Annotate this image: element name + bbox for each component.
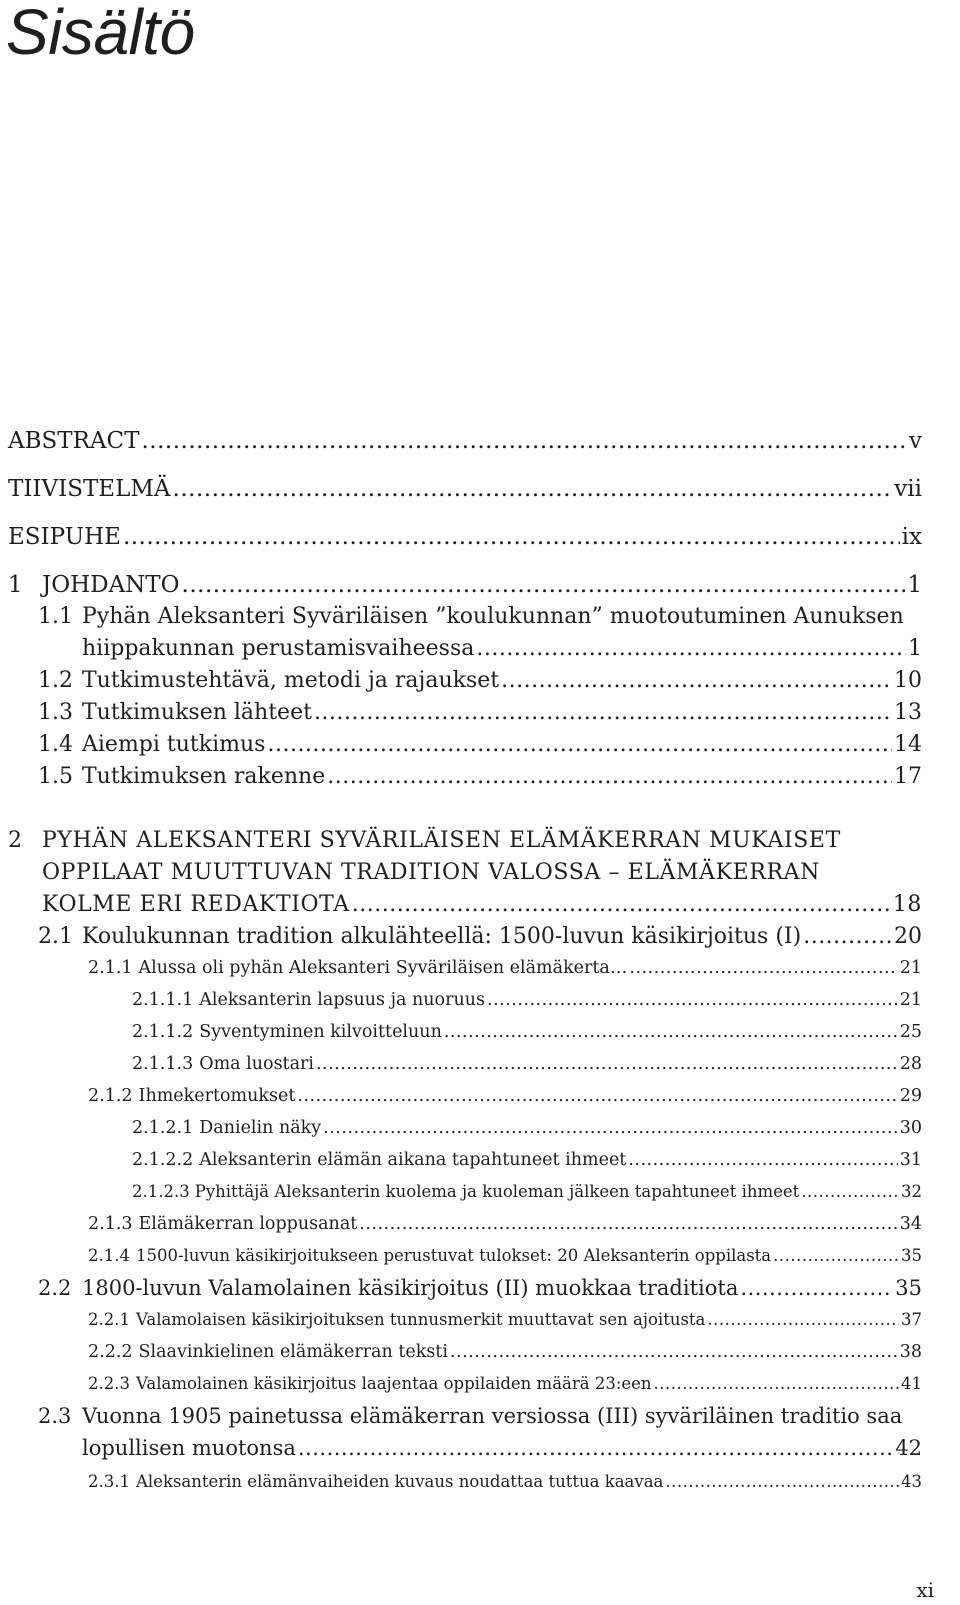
toc-entry-1-3[interactable] bbox=[38, 700, 922, 725]
toc-entry-title: PYHÄN ALEKSANTERI SYVÄRILÄISEN ELÄMÄKERRAN MUKAISET bbox=[42, 828, 841, 853]
leader-dots bbox=[487, 990, 898, 1010]
toc-entry-number: 2.1.1.2 bbox=[132, 1022, 194, 1042]
toc-entry-page: 31 bbox=[899, 1150, 922, 1170]
toc-entry-number: 1.4 bbox=[38, 732, 73, 757]
leader-dots bbox=[141, 428, 907, 454]
toc-entry-number: 2.1.1 bbox=[88, 958, 133, 978]
toc-entry-page: 25 bbox=[899, 1022, 922, 1042]
toc-entry-title: TIIVISTELMÄ bbox=[8, 476, 171, 502]
toc-entry-number: 2 bbox=[8, 828, 23, 853]
toc-entry-page: 13 bbox=[894, 700, 922, 725]
toc-entry-page: 29 bbox=[899, 1086, 922, 1106]
toc-entry-title: Ihmekertomukset bbox=[138, 1086, 296, 1106]
toc-entry-number: 2.2.3 bbox=[88, 1374, 130, 1393]
toc-entry-page: 42 bbox=[895, 1436, 922, 1460]
toc-entry-2-3-1[interactable] bbox=[88, 1472, 922, 1491]
toc-entry-page: 10 bbox=[894, 668, 922, 693]
toc-entry-2-1-1-3[interactable] bbox=[132, 1054, 922, 1074]
toc-entry-abstract[interactable] bbox=[8, 428, 922, 454]
toc-entry-title: Aleksanterin elämänvaiheiden kuvaus noudattaa tuttua kaavaa bbox=[135, 1472, 664, 1491]
toc-entry-page: 43 bbox=[901, 1472, 922, 1491]
toc-entry-number: 1.5 bbox=[38, 764, 73, 789]
toc-entry-title: Tutkimuksen rakenne bbox=[82, 764, 326, 789]
leader-dots bbox=[450, 1342, 898, 1362]
toc-entry-1-2[interactable] bbox=[38, 668, 922, 693]
toc-entry-title: Pyhän Aleksanteri Syväriläisen ”koulukunnan” muotoutuminen Aunuksen bbox=[82, 604, 904, 629]
toc-entry-chapter-2[interactable] bbox=[42, 892, 922, 917]
toc-entry-title: Tutkimuksen lähteet bbox=[82, 700, 312, 725]
toc-entry-number: 2.1.4 bbox=[88, 1246, 130, 1265]
toc-entry-number: 2.1.2 bbox=[88, 1086, 133, 1106]
toc-entry-number: 2.2.1 bbox=[88, 1310, 130, 1329]
leader-dots bbox=[314, 700, 892, 725]
toc-entry-2-3-line1[interactable] bbox=[38, 1404, 902, 1428]
leader-dots bbox=[327, 764, 892, 789]
toc-entry-page: 20 bbox=[894, 924, 922, 949]
toc-entry-title: 1500-luvun käsikirjoitukseen perustuvat tulokset: 20 Aleksanterin oppilasta bbox=[135, 1246, 772, 1265]
toc-entry-title: Alussa oli pyhän Aleksanteri Syväriläisen elämäkerta… bbox=[138, 958, 628, 978]
leader-dots bbox=[740, 1276, 893, 1300]
leader-dots bbox=[803, 924, 892, 949]
toc-entry-title: Danielin näky bbox=[199, 1118, 322, 1138]
leader-dots bbox=[476, 636, 906, 661]
leader-dots bbox=[267, 732, 892, 757]
leader-dots bbox=[297, 1086, 897, 1106]
toc-entry-title: Oma luostari bbox=[199, 1054, 314, 1074]
page-title: Sisältö bbox=[6, 0, 195, 68]
toc-entry-number: 2.3 bbox=[38, 1404, 72, 1428]
leader-dots bbox=[173, 476, 893, 502]
toc-entry-2-3[interactable] bbox=[82, 1436, 922, 1460]
leader-dots bbox=[654, 1374, 899, 1393]
toc-entry-page: 14 bbox=[894, 732, 922, 757]
toc-entry-page: vii bbox=[894, 476, 922, 502]
leader-dots bbox=[359, 1214, 897, 1234]
toc-entry-2-1-4[interactable] bbox=[88, 1246, 922, 1265]
toc-entry-page: 34 bbox=[899, 1214, 922, 1234]
toc-entry-page: 41 bbox=[901, 1374, 922, 1393]
toc-entry-2-1-2-1[interactable] bbox=[132, 1118, 922, 1138]
toc-entry-page: 21 bbox=[899, 990, 922, 1010]
toc-entry-number: 1.2 bbox=[38, 668, 73, 693]
leader-dots bbox=[352, 892, 891, 917]
toc-entry-2-1-1-2[interactable] bbox=[132, 1022, 922, 1042]
toc-entry-title: Aiempi tutkimus bbox=[82, 732, 266, 757]
leader-dots bbox=[182, 572, 906, 598]
toc-entry-title: 1800-luvun Valamolainen käsikirjoitus (II) muokkaa traditiota bbox=[82, 1276, 739, 1300]
toc-entry-page: 1 bbox=[908, 636, 922, 661]
toc-entry-2-2-2[interactable] bbox=[88, 1342, 922, 1362]
toc-entry-page: 35 bbox=[895, 1276, 922, 1300]
toc-entry-title: Tutkimustehtävä, metodi ja rajaukset bbox=[82, 668, 500, 693]
toc-entry-title: Pyhittäjä Aleksanterin kuolema ja kuoleman jälkeen tapahtuneet ihmeet bbox=[194, 1182, 800, 1201]
toc-entry-title-cont: lopullisen muotonsa bbox=[82, 1436, 296, 1460]
toc-entry-title: Vuonna 1905 painetussa elämäkerran versiossa (III) syväriläinen traditio saa bbox=[82, 1404, 903, 1428]
toc-entry-number: 2.3.1 bbox=[88, 1472, 130, 1491]
toc-entry-number: 2.2.2 bbox=[88, 1342, 133, 1362]
toc-entry-number: 2.1.2.2 bbox=[132, 1150, 194, 1170]
toc-entry-1-5[interactable] bbox=[38, 764, 922, 789]
toc-entry-title: Elämäkerran loppusanat bbox=[138, 1214, 358, 1234]
toc-entry-title: Valamolainen käsikirjoitus laajentaa oppilaiden määrä 23:een bbox=[135, 1374, 652, 1393]
leader-dots bbox=[123, 524, 900, 550]
toc-entry-title-cont: KOLME ERI REDAKTIOTA bbox=[42, 892, 350, 917]
toc-entry-title: ESIPUHE bbox=[8, 524, 121, 550]
toc-entry-title: Aleksanterin lapsuus ja nuoruus bbox=[199, 990, 485, 1010]
toc-entry-2-1-2-3[interactable] bbox=[132, 1182, 922, 1201]
toc-entry-title: Aleksanterin elämän aikana tapahtuneet ihmeet bbox=[199, 1150, 627, 1170]
leader-dots bbox=[628, 1150, 897, 1170]
leader-dots bbox=[665, 1472, 899, 1491]
toc-entry-2-1-2-2[interactable] bbox=[132, 1150, 922, 1170]
toc-entry-title: ABSTRACT bbox=[8, 428, 140, 454]
toc-entry-page: ix bbox=[901, 524, 922, 550]
leader-dots bbox=[298, 1436, 893, 1460]
toc-entry-2-1-1[interactable] bbox=[88, 958, 922, 978]
toc-entry-chapter-2-line1[interactable] bbox=[8, 828, 841, 853]
toc-entry-2-2-3[interactable] bbox=[88, 1374, 922, 1393]
toc-entry-page: 1 bbox=[907, 572, 922, 598]
toc-entry-number: 2.1.2.3 bbox=[132, 1182, 190, 1201]
toc-entry-title: JOHDANTO bbox=[42, 572, 180, 598]
toc-entry-number: 2.1 bbox=[38, 924, 73, 949]
toc-entry-tiivistelma[interactable] bbox=[8, 476, 922, 502]
toc-entry-title-cont: OPPILAAT MUUTTUVAN TRADITION VALOSSA – ELÄMÄKERRAN bbox=[42, 860, 820, 885]
toc-entry-number: 2.1.2.1 bbox=[132, 1118, 194, 1138]
toc-entry-title-cont: hiippakunnan perustamisvaiheessa bbox=[82, 636, 475, 661]
toc-entry-number: 2.1.1.1 bbox=[132, 990, 194, 1010]
toc-entry-number: 2.2 bbox=[38, 1276, 72, 1300]
toc-entry-page: 35 bbox=[901, 1246, 922, 1265]
toc-entry-chapter-1[interactable] bbox=[8, 572, 922, 598]
toc-entry-2-1-2[interactable] bbox=[88, 1086, 922, 1106]
toc-entry-page: 38 bbox=[899, 1342, 922, 1362]
toc-entry-page: 32 bbox=[901, 1182, 922, 1201]
toc-entry-chapter-2-line2 bbox=[42, 860, 820, 885]
leader-dots bbox=[444, 1022, 898, 1042]
toc-entry-number: 1.3 bbox=[38, 700, 73, 725]
toc-entry-number: 2.1.1.3 bbox=[132, 1054, 194, 1074]
toc-entry-page: 28 bbox=[899, 1054, 922, 1074]
toc-entry-title: Koulukunnan tradition alkulähteellä: 1500-luvun käsikirjoitus (I) bbox=[82, 924, 802, 949]
toc-entry-title: Syventyminen kilvoitteluun bbox=[199, 1022, 442, 1042]
toc-entry-number: 1.1 bbox=[38, 604, 73, 629]
toc-entry-page: 17 bbox=[894, 764, 922, 789]
page-number: xi bbox=[916, 1578, 934, 1602]
leader-dots bbox=[501, 668, 892, 693]
toc-entry-1-4[interactable] bbox=[38, 732, 922, 757]
toc-entry-number: 1 bbox=[8, 572, 23, 598]
leader-dots bbox=[707, 1310, 899, 1329]
leader-dots bbox=[316, 1054, 898, 1074]
toc-entry-2-1[interactable] bbox=[38, 924, 922, 949]
toc-entry-page: 21 bbox=[899, 958, 922, 978]
leader-dots bbox=[801, 1182, 899, 1201]
toc-entry-1-1[interactable] bbox=[82, 636, 922, 661]
toc-entry-2-2[interactable] bbox=[38, 1276, 922, 1300]
toc-entry-number: 2.1.3 bbox=[88, 1214, 133, 1234]
toc-entry-1-1-line1[interactable] bbox=[38, 604, 904, 629]
toc-entry-2-2-1[interactable] bbox=[88, 1310, 922, 1329]
toc-entry-2-1-3[interactable] bbox=[88, 1214, 922, 1234]
toc-entry-2-1-1-1[interactable] bbox=[132, 990, 922, 1010]
toc-entry-page: 30 bbox=[899, 1118, 922, 1138]
toc-entry-title: Valamolaisen käsikirjoituksen tunnusmerkit muuttavat sen ajoitusta bbox=[135, 1310, 706, 1329]
toc-entry-page: 18 bbox=[892, 892, 922, 917]
toc-entry-title: Slaavinkielinen elämäkerran teksti bbox=[138, 1342, 448, 1362]
leader-dots bbox=[629, 958, 897, 978]
toc-entry-page: v bbox=[909, 428, 922, 454]
toc-entry-page: 37 bbox=[901, 1310, 922, 1329]
toc-entry-esipuhe[interactable] bbox=[8, 524, 922, 550]
leader-dots bbox=[323, 1118, 898, 1138]
leader-dots bbox=[773, 1246, 899, 1265]
